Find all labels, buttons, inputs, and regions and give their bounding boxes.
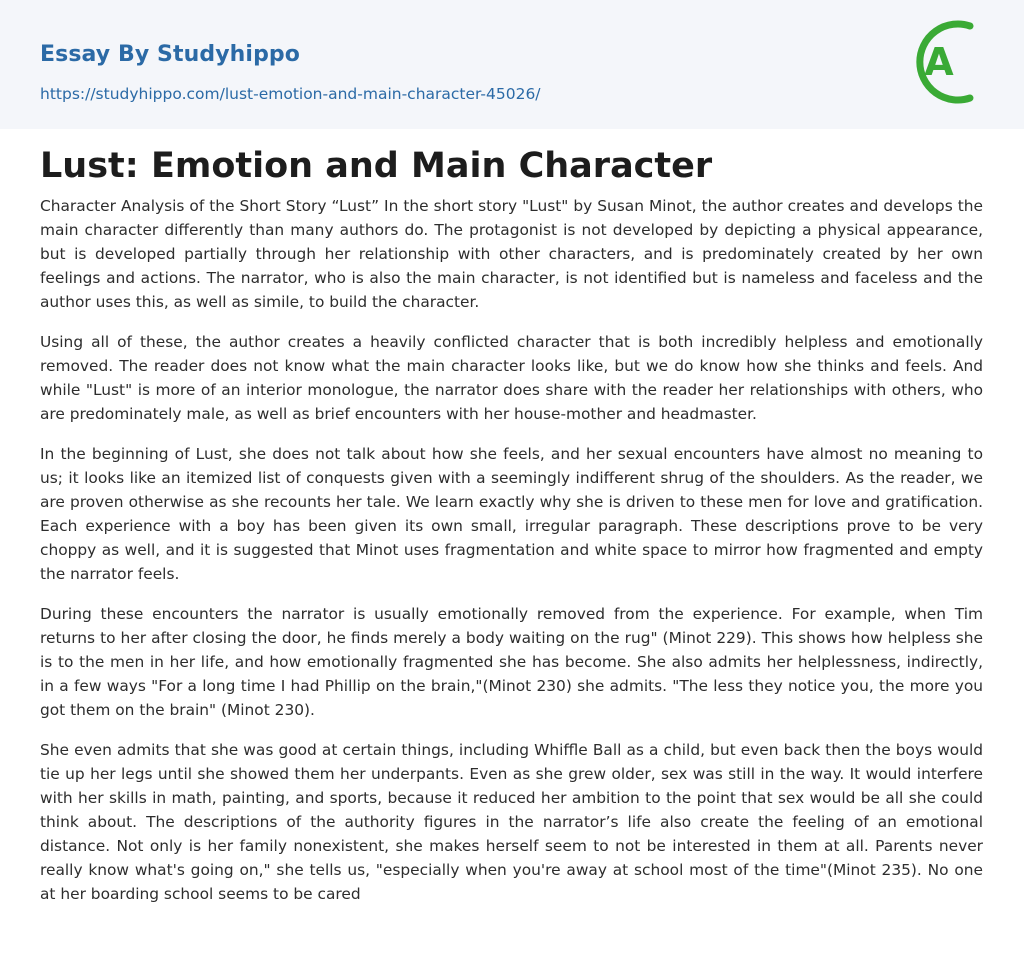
site-brand[interactable]: Essay By Studyhippo	[40, 42, 300, 67]
studyhippo-logo-icon[interactable]	[910, 18, 988, 106]
paragraph-4: During these encounters the narrator is usually emotionally removed from the experience. For example, when Tim returns to her after closing the door, he finds merely a body waiting on the rug" (Minot 229). This shows how helpless she is to the men in her life, and how emotionally fragmented she has become. She also admits her helplessness, indirectly, in a few ways "For a long time I had Phillip on the brain,"(Minot 230) she admits. "The less they notice you, the more you got them on the brain" (Minot 230).	[40, 605, 983, 719]
article-url-link[interactable]: https://studyhippo.com/lust-emotion-and-main-character-45026/	[40, 85, 541, 103]
paragraph-3: In the beginning of Lust, she does not talk about how she feels, and her sexual encounters have almost no meaning to us; it looks like an itemized list of conquests given with a seemingly indifferent shrug of the shoulders. As the reader, we are proven otherwise as she recounts her tale. We learn exactly why she is driven to these men for love and gratification. Each experience with a boy has been given its own small, irregular paragraph. These descriptions prove to be very choppy as well, and it is suggested that Minot uses fragmentation and white space to mirror how fragmented and empty the narrator feels.	[40, 445, 983, 583]
paragraph-1: Character Analysis of the Short Story “Lust” In the short story "Lust" by Susan Minot, the author creates and develops the main character differently than many authors do. The protagonist is not developed by depicting a physical appearance, but is developed partially through her relationship with other characters, and is predominately created by her own feelings and actions. The narrator, who is also the main character, is not identified but is nameless and faceless and the author uses this, as well as simile, to build the character.	[40, 197, 983, 311]
paragraph-5: She even admits that she was good at certain things, including Whiffle Ball as a child, but even back then the boys would tie up her legs until she showed them her underpants. Even as she grew older, sex was still in the way. It would interfere with her skills in math, painting, and sports, because it reduced her ambition to the point that sex would be all she could think about. The descriptions of the authority figures in the narrator’s life also create the feeling of an emotional distance. Not only is her family nonexistent, she makes herself seem to not be interested in them at all. Parents never really know what's going on," she tells us, "especially when you're away at school most of the time"(Minot 235). No one at her boarding school seems to be cared	[40, 741, 983, 903]
article-title: Lust: Emotion and Main Character	[40, 146, 713, 186]
logo-letter: A	[924, 40, 954, 84]
site-header	[0, 0, 1024, 129]
article-body	[40, 194, 983, 922]
paragraph-2: Using all of these, the author creates a heavily conflicted character that is both incredibly helpless and emotionally removed. The reader does not know what the main character looks like, but we do know how she thinks and feels. And while "Lust" is more of an interior monologue, the narrator does share with the reader her relationships with others, who are predominately male, as well as brief encounters with her house-mother and headmaster.	[40, 333, 983, 423]
